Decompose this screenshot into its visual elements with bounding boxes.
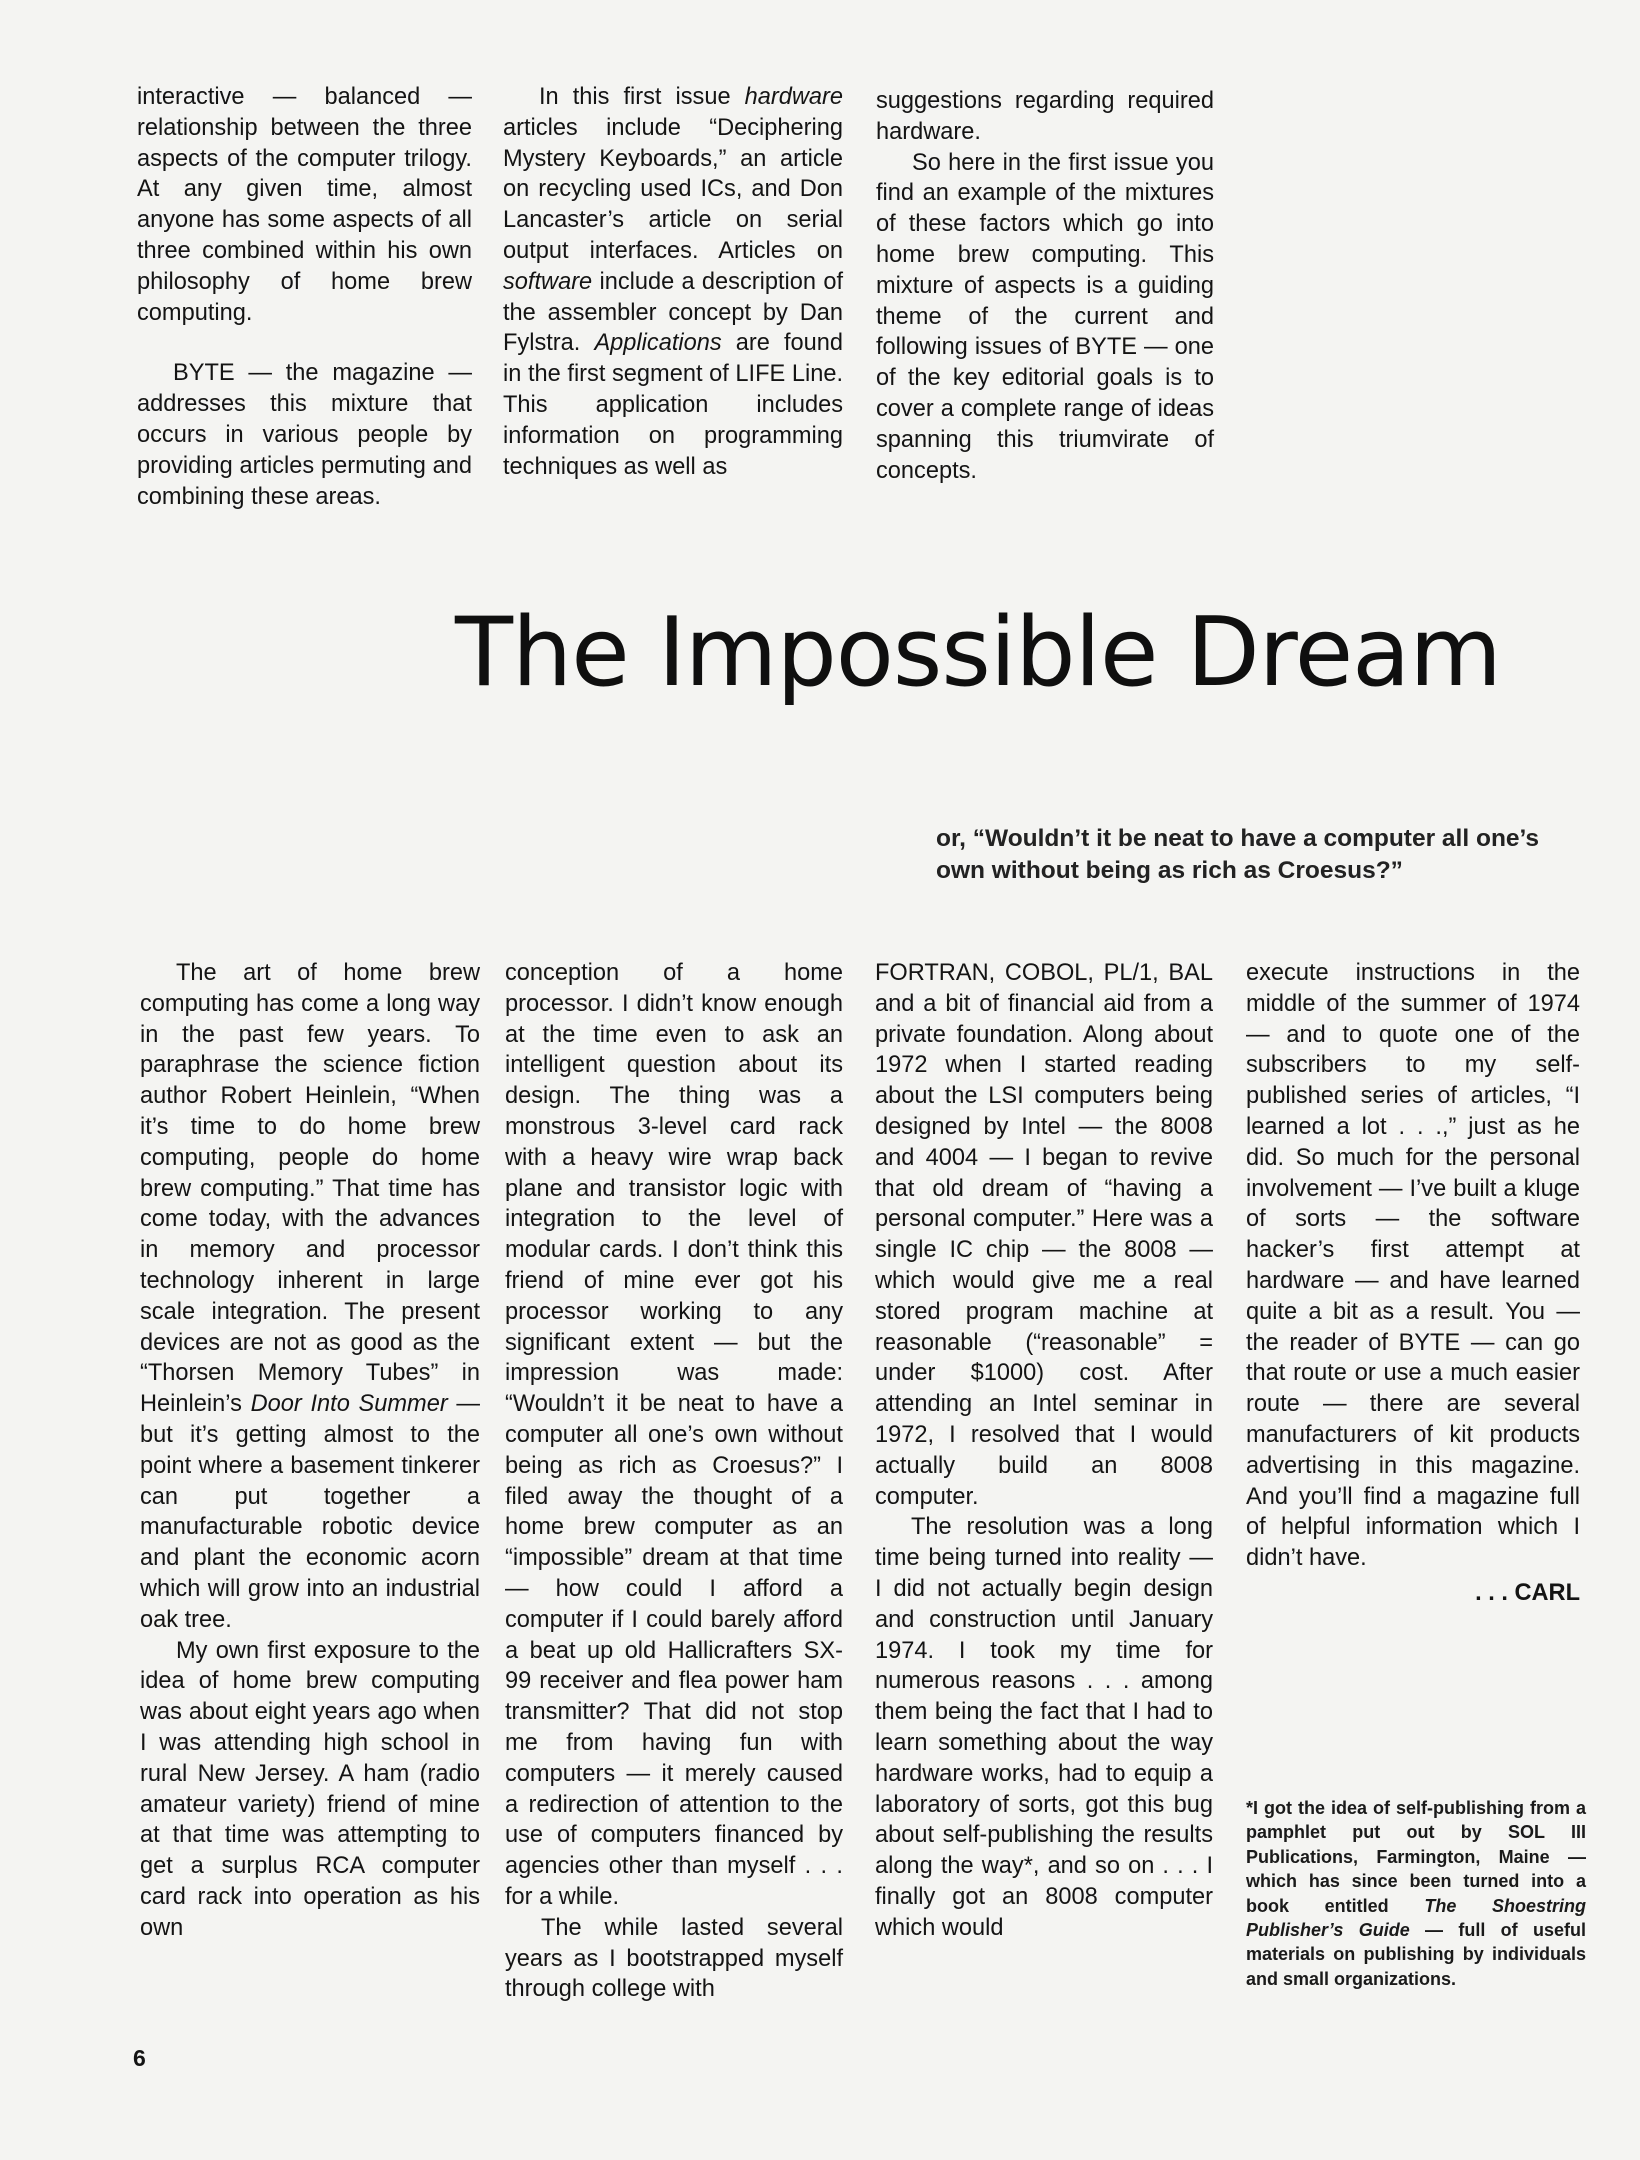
author-signature: . . . CARL xyxy=(1475,1579,1580,1606)
intro-column-1 xyxy=(137,82,472,512)
article-col2-paragraph-2: The while lasted several years as I bootstrapped myself through college with xyxy=(505,1914,843,2003)
intro-col1-paragraph-1: interactive — balanced — relationship between the three aspects of the computer trilogy. At any given time, almost anyone has some aspects of all three combined within his own philosophy of home brew computing. xyxy=(137,84,472,326)
article-col3-paragraph-1: FORTRAN, COBOL, PL/1, BAL and a bit of financial aid from a private foundation. Along about 1972 when I started reading about the LSI computers being designed by Intel — the 8008 and 4004 — I began to revive that old dream of “having a personal computer.” Here was a single IC chip — the 8008 — which would give me a real stored program machine at reasonable (“reasonable” = under $1000) cost. After attending an Intel seminar in 1972, I resolved that I would actually build an 8008 computer. xyxy=(875,960,1213,1510)
intro-column-3 xyxy=(876,86,1214,486)
article-col4-paragraph-1: execute instructions in the middle of the summer of 1974 — and to quote one of the subscribers to my self-published series of articles, “I learned a lot . . .,” just as he did. So much for the personal involvement — I’ve built a kluge of sorts — the software hacker’s first attempt at hardware — and have learned quite a bit as a result. You — the reader of BYTE — can go that route or use a much easier route — there are several manufacturers of kit products advertising in this magazine. And you’ll find a magazine full of helpful information which I didn’t have. xyxy=(1246,960,1580,1572)
article-subtitle: or, “Wouldn’t it be neat to have a computer all one’s own without being as rich as Croesus?” xyxy=(936,825,1540,884)
intro-col1-paragraph-2: BYTE — the magazine — addresses this mixture that occurs in various people by providing articles permuting and combining these areas. xyxy=(137,360,472,510)
article-col3-paragraph-2: The resolution was a long time being turned into reality — I did not actually begin design and construction until January 1974. I took my time for numerous reasons . . . among them being the fact that I had to learn something about the way hardware works, had to equip a laboratory of sorts, got this bug about self-publishing the results along the way*, and so on . . . I finally got an 8008 computer which would xyxy=(875,1514,1213,1941)
article-column-4 xyxy=(1246,958,1580,1609)
intro-col3-paragraph-2: So here in the first issue you find an example of the mixtures of these factors which go into home brew computing. This mixture of aspects is a guiding theme of the current and following issues of BYTE — one of the key editorial goals is to cover a complete range of ideas spanning this triumvirate of concepts. xyxy=(876,149,1214,484)
intro-col2-paragraph: In this first issue hardware articles include “Deciphering Mystery Keyboards,” an article on recycling used ICs, and Don Lancaster’s article on serial output interfaces. Articles on software include a description of the assembler concept by Dan Fylstra. Applications are found in the first segment of LIFE Line. This application includes information on programming techniques as well as xyxy=(503,84,843,480)
footnote: *I got the idea of self-publishing from a pamphlet put out by SOL III Publications, Farmington, Maine — which has since been turned into a book entitled The Shoestring Publisher’s Guide — full of useful materials on publishing by individuals and small organizations. xyxy=(1246,1798,1586,1989)
article-column-3 xyxy=(875,958,1213,1944)
article-col1-paragraph-1: The art of home brew computing has come a long way in the past few years. To paraphrase the science fiction author Robert Heinlein, “When it’s time to do home brew computing, people do home brew computing.” That time has come today, with the advances in memory and processor technology inherent in large scale integration. The present devices are not as good as the “Thorsen Memory Tubes” in Heinlein’s Door Into Summer — but it’s getting almost to the point where a basement tinkerer can put together a manufacturable robotic device and plant the economic acorn which will grow into an industrial oak tree. xyxy=(140,960,481,1633)
article-column-1 xyxy=(140,958,480,1944)
page-number: 6 xyxy=(133,2045,146,2071)
article-col2-paragraph-1: conception of a home processor. I didn’t know enough at the time even to ask an intelligent question about its design. The thing was a monstrous 3-level card rack with a heavy wire wrap back plane and transistor logic with integration to the level of modular cards. I don’t think this friend of mine ever got his processor working to any significant extent — but the impression was made: “Wouldn’t it be neat to have a computer all one’s own without being as rich as Croesus?” I filed away the thought of a home brew computer as an “impossible” dream at that time — how could I afford a computer if I could barely afford a beat up old Hallicrafters SX-99 receiver and flea power ham transmitter? That did not stop me from having fun with computers — it merely caused a redirection of attention to the use of computers financed by agencies other than myself . . . for a while. xyxy=(505,960,843,1910)
article-column-2 xyxy=(505,958,843,2005)
intro-col3-paragraph-1: suggestions regarding required hardware. xyxy=(876,88,1214,145)
intro-column-2 xyxy=(503,82,843,482)
article-col1-paragraph-2: My own first exposure to the idea of home brew computing was about eight years ago when I was attending high school in rural New Jersey. A ham (radio amateur variety) friend of mine at that time was attempting to get a surplus RCA computer card rack into operation as his own xyxy=(140,1637,480,1941)
article-title: The Impossible Dream xyxy=(455,598,1501,708)
